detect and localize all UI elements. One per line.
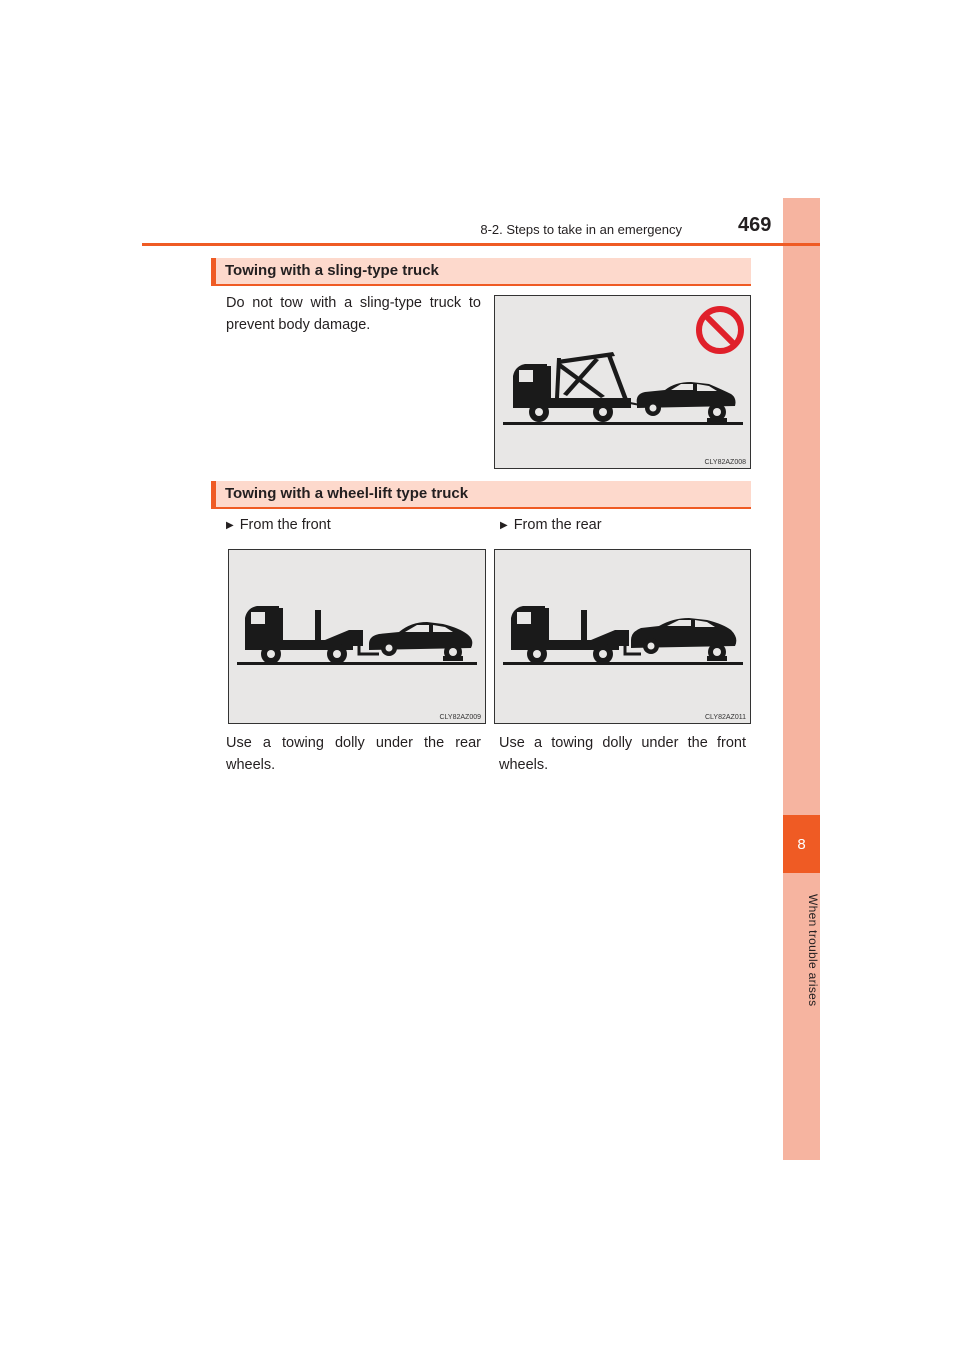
no-entry-icon [699, 309, 741, 351]
header-rule [142, 243, 820, 246]
front-caption: Use a towing dolly under the rear wheels. [226, 735, 481, 773]
rear-label [500, 517, 602, 533]
figure-code: CLY82AZ011 [705, 714, 746, 721]
rear-caption: Use a towing dolly under the front wheels. [499, 735, 746, 773]
page-number: 469 [738, 214, 772, 236]
section-title: 8-2. Steps to take in an emergency [480, 222, 682, 237]
figure-code: CLY82AZ008 [704, 459, 746, 466]
chapter-title: When trouble arises [806, 893, 820, 1007]
front-tow-figure [228, 549, 486, 724]
front-label-text: From the front [239, 517, 331, 533]
rear-tow-figure [494, 549, 751, 724]
chapter-number-tab[interactable]: 8 [783, 815, 820, 873]
triangle-right-icon: ▶ [226, 519, 234, 531]
figure-code: CLY82AZ009 [439, 714, 481, 721]
triangle-right-icon: ▶ [500, 519, 508, 531]
sling-truck-figure [494, 295, 751, 469]
sling-section-heading [211, 258, 751, 286]
wheel-lift-heading-text: Towing with a wheel-lift type truck [225, 485, 469, 502]
sling-heading-text: Towing with a sling-type truck [225, 262, 439, 279]
wheel-lift-section-heading [211, 481, 751, 509]
sling-description: Do not tow with a sling-type truck to prevent body damage. [226, 295, 481, 333]
rear-label-text: From the rear [513, 517, 602, 533]
front-label [226, 517, 331, 533]
